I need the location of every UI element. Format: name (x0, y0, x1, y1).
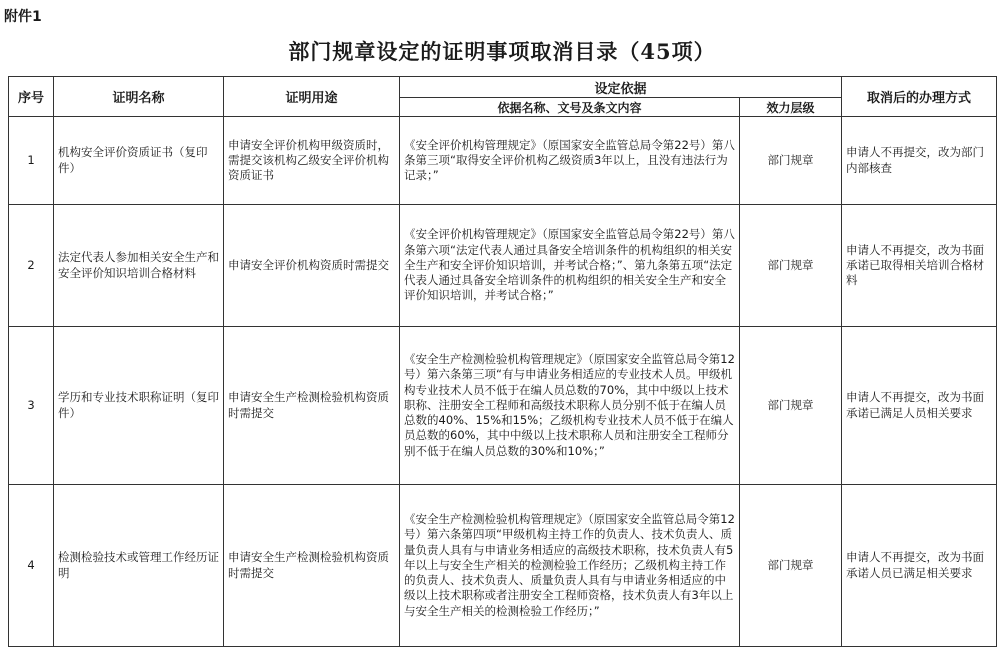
row-name: 检测检验技术或管理工作经历证明 (54, 485, 224, 647)
row-handling: 申请人不再提交，改为书面承诺人员已满足相关要求 (842, 485, 997, 647)
table-row (9, 117, 997, 205)
header-use: 证明用途 (224, 77, 400, 117)
row-level: 部门规章 (740, 485, 842, 647)
row-basis: 《安全生产检测检验机构管理规定》（原国家安全监管总局令第12号）第六条第三项“有与申请业务相适应的专业技术人员。甲级机构专业技术人员不低于在编人员总数的70%，其中中级以上技术职称、注册安全工程师和高级技术职称人员分别不低于在编人员总数的40%、15%和15%；乙级机构专业技术人员不低于在编人员总数的60%，其中中级以上技术职称人员和注册安全工程师分别不低于在编人员总数的30%和10%；” (400, 327, 740, 485)
row-name: 法定代表人参加相关安全生产和安全评价知识培训合格材料 (54, 205, 224, 327)
row-basis: 《安全生产检测检验机构管理规定》（原国家安全监管总局令第12号）第六条第四项“甲级机构主持工作的负责人、技术负责人、质量负责人具有与申请业务相适应的高级技术职称，技术负责人有5年以上与安全生产相关的检测检验工作经历；乙级机构主持工作的负责人、技术负责人、质量负责人具有与申请业务相适应的中级以上技术职称或者注册安全工程师资格，技术负责人有3年以上与安全生产相关的检测检验工作经历；” (400, 485, 740, 647)
header-basis: 设定依据 (400, 77, 842, 98)
row-seq: 2 (9, 205, 54, 327)
row-handling: 申请人不再提交，改为书面承诺已取得相关培训合格材料 (842, 205, 997, 327)
row-level: 部门规章 (740, 117, 842, 205)
row-name: 学历和专业技术职称证明（复印件） (54, 327, 224, 485)
row-use: 申请安全生产检测检验机构资质时需提交 (224, 485, 400, 647)
attachment-label: 附件1 (4, 9, 42, 25)
header-level: 效力层级 (740, 98, 842, 117)
row-seq: 4 (9, 485, 54, 647)
row-use: 申请安全评价机构资质时需提交 (224, 205, 400, 327)
row-name: 机构安全评价资质证书（复印件） (54, 117, 224, 205)
header-handling: 取消后的办理方式 (842, 77, 997, 117)
header-basis-content: 依据名称、文号及条文内容 (400, 98, 740, 117)
row-use: 申请安全生产检测检验机构资质时需提交 (224, 327, 400, 485)
row-basis: 《安全评价机构管理规定》（原国家安全监管总局令第22号）第八条第六项“法定代表人通过具备安全培训条件的机构组织的相关安全生产和安全评价知识培训，并考试合格；”、第九条第五项“法定代表人通过具备安全培训条件的机构组织的相关安全生产和安全评价知识培训，并考试合格；” (400, 205, 740, 327)
catalog-table (8, 76, 997, 647)
row-seq: 3 (9, 327, 54, 485)
row-handling: 申请人不再提交，改为书面承诺已满足人员相关要求 (842, 327, 997, 485)
row-use: 申请安全评价机构甲级资质时，需提交该机构乙级安全评价机构资质证书 (224, 117, 400, 205)
page-title: 部门规章设定的证明事项取消目录（45项） (288, 39, 716, 64)
table-row (9, 327, 997, 485)
header-seq: 序号 (9, 77, 54, 117)
row-level: 部门规章 (740, 205, 842, 327)
row-handling: 申请人不再提交，改为部门内部核查 (842, 117, 997, 205)
table-row (9, 485, 997, 647)
row-seq: 1 (9, 117, 54, 205)
row-basis: 《安全评价机构管理规定》（原国家安全监管总局令第22号）第八条第三项“取得安全评价机构乙级资质3年以上，且没有违法行为记录；” (400, 117, 740, 205)
header-name: 证明名称 (54, 77, 224, 117)
table-row (9, 205, 997, 327)
row-level: 部门规章 (740, 327, 842, 485)
